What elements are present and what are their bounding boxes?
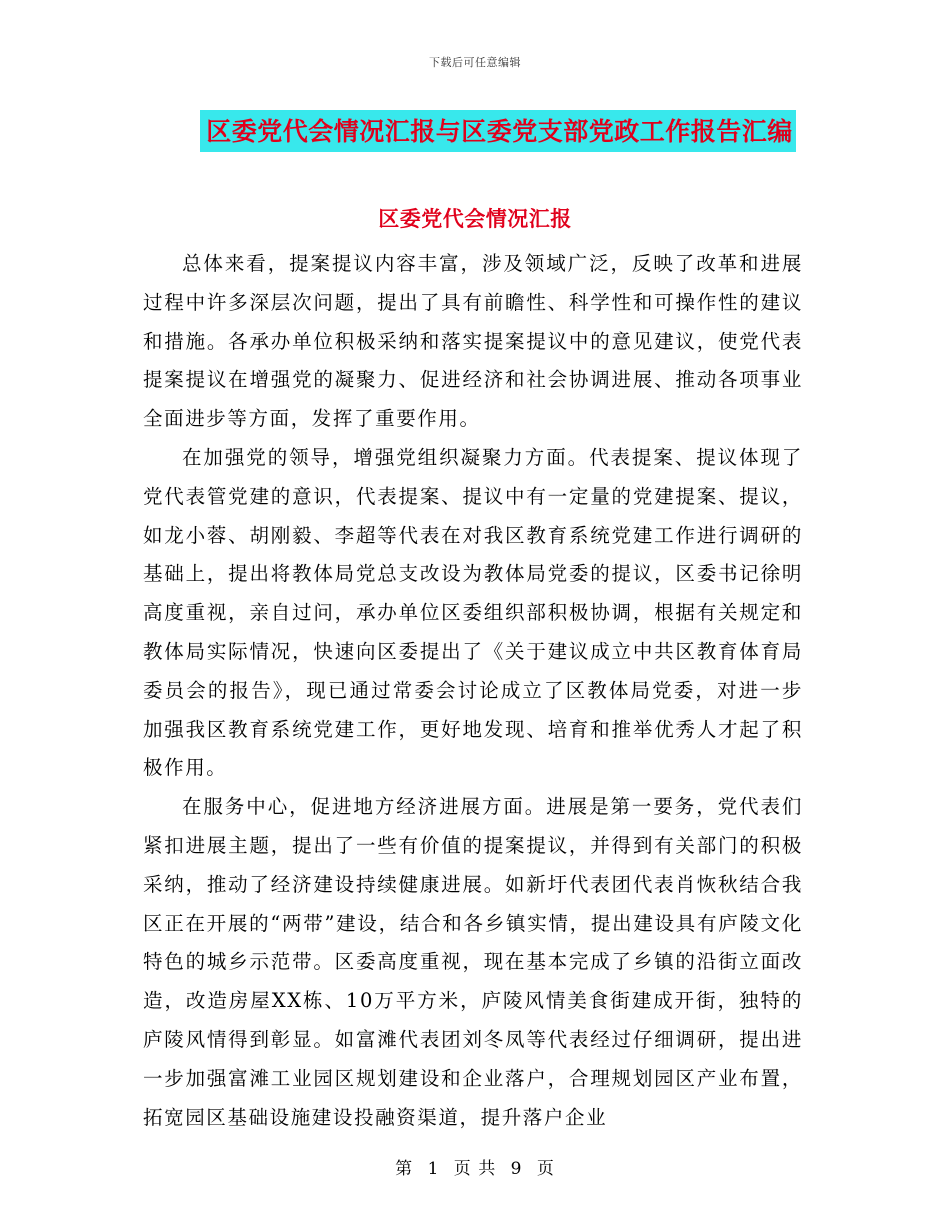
paragraph: 总体来看，提案提议内容丰富，涉及领域广泛，反映了改革和进展过程中许多深层次问题，提出了具有前瞻性、科学性和可操作性的建议和措施。各承办单位积极采纳和落实提案提议中的意见建议，使党代表提案提议在增强党的凝聚力、促进经济和社会协调进展、推动各项事业全面进步等方面，发挥了重要作用。 xyxy=(143,252,803,431)
document-main-title: 区委党代会情况汇报与区委党支部党政工作报告汇编 xyxy=(200,110,796,152)
footer-total-pages: 9 xyxy=(510,1159,523,1179)
main-title-container xyxy=(0,110,950,152)
paragraph: 在服务中心，促进地方经济进展方面。进展是第一要务，党代表们紧扣进展主题，提出了一些有价值的提案提议，并得到有关部门的积极采纳，推动了经济建设持续健康进展。如新圩代表团代表肖恢秋结合我区正在开展的“两带”建设，结合和各乡镇实情，提出建设具有庐陵文化特色的城乡示范带。区委高度重视，现在基本完成了乡镇的沿街立面改造，改造房屋XX栋、10万平方米，庐陵风情美食街建成开街，独特的庐陵风情得到彰显。如富滩代表团刘冬凤等代表经过仔细调研，提出进一步加强富滩工业园区规划建设和企业落户，合理规划园区产业布置，拓宽园区基础设施建设投融资渠道，提升落户企业 xyxy=(143,795,803,1129)
footer-middle: 页 共 xyxy=(453,1159,497,1179)
footer-current-page: 1 xyxy=(427,1159,440,1179)
section-title: 区委党代会情况汇报 xyxy=(378,206,572,231)
header-note: 下载后可任意编辑 xyxy=(429,56,521,69)
paragraph: 在加强党的领导，增强党组织凝聚力方面。代表提案、提议体现了党代表管党建的意识，代表提案、提议中有一定量的党建提案、提议，如龙小蓉、胡刚毅、李超等代表在对我区教育系统党建工作进行调研的基础上，提出将教体局党总支改设为教体局党委的提议，区委书记徐明高度重视，亲自过问，承办单位区委组织部积极协调，根据有关规定和教体局实际情况，快速向区委提出了《关于建议成立中共区教育体育局委员会的报告》，现已通过常委会讨论成立了区教体局党委，对进一步加强我区教育系统党建工作，更好地发现、培育和推举优秀人才起了积极作用。 xyxy=(143,445,803,780)
footer-prefix: 第 xyxy=(395,1159,414,1179)
page-footer xyxy=(0,1154,950,1179)
footer-suffix: 页 xyxy=(536,1159,555,1179)
document-body xyxy=(143,245,803,1137)
